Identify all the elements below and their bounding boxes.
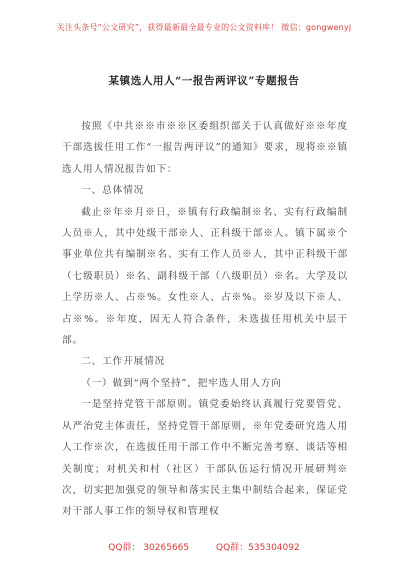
document-title: 某镇选人用人“一报告两评议”专题报告 (108, 75, 300, 87)
work-paragraph: 一是坚持党管干部原则。镇党委始终认真履行党要管党、从严治党主体责任，坚持党管干部原则，※年党委研究选人用人工作※次，在选拔任用干部工作中不断完善考察、谈话等相关制度；对机关和村（社区）干部队伍运行情况开展研判※次，切实把加强党的领导和落实民主集中制结合起来，保证党对干部人事工作的领导权和管理权 (62, 399, 348, 518)
section-heading-overview: 一、总体情况 (81, 185, 145, 197)
top-banner: 关注头条号“公文研究”，获得最新最全最专业的公文资料库！ 微信：gongwenyj (56, 23, 352, 32)
overview-paragraph: 截止※年※月※日，※镇有行政编制※名、实有行政编制人员※人，其中处级干部※人、正科级干部※人。镇下属※个事业单位共有编制※名、实有工作人员※人，其中正科级干部（七级职员）※名、副科级干部（八级职员）※名。大学及以上学历※人、占※%。女性※人、占※%。※岁及以下※人、占※%。※年度，因无人符合条件，未选拔任用机关中层干部。 (62, 206, 348, 347)
document-body (62, 116, 348, 523)
intro-paragraph: 按照《中共※※市※※区委组织部关于认真做好※※年度干部选拔任用工作“一报告两评议”的通知》要求，现将※※镇选人用人情况报告如下： (62, 121, 348, 175)
subsection-heading: （一）做到“两个坚持”，把牢选人用人方向 (81, 377, 282, 389)
footer-contact (0, 540, 408, 553)
footer-qq-group-2: QQ群：535304092 (216, 543, 300, 553)
section-heading-work: 二、工作开展情况 (81, 356, 166, 368)
footer-qq-group-1: QQ群： 30265665 (108, 543, 190, 553)
